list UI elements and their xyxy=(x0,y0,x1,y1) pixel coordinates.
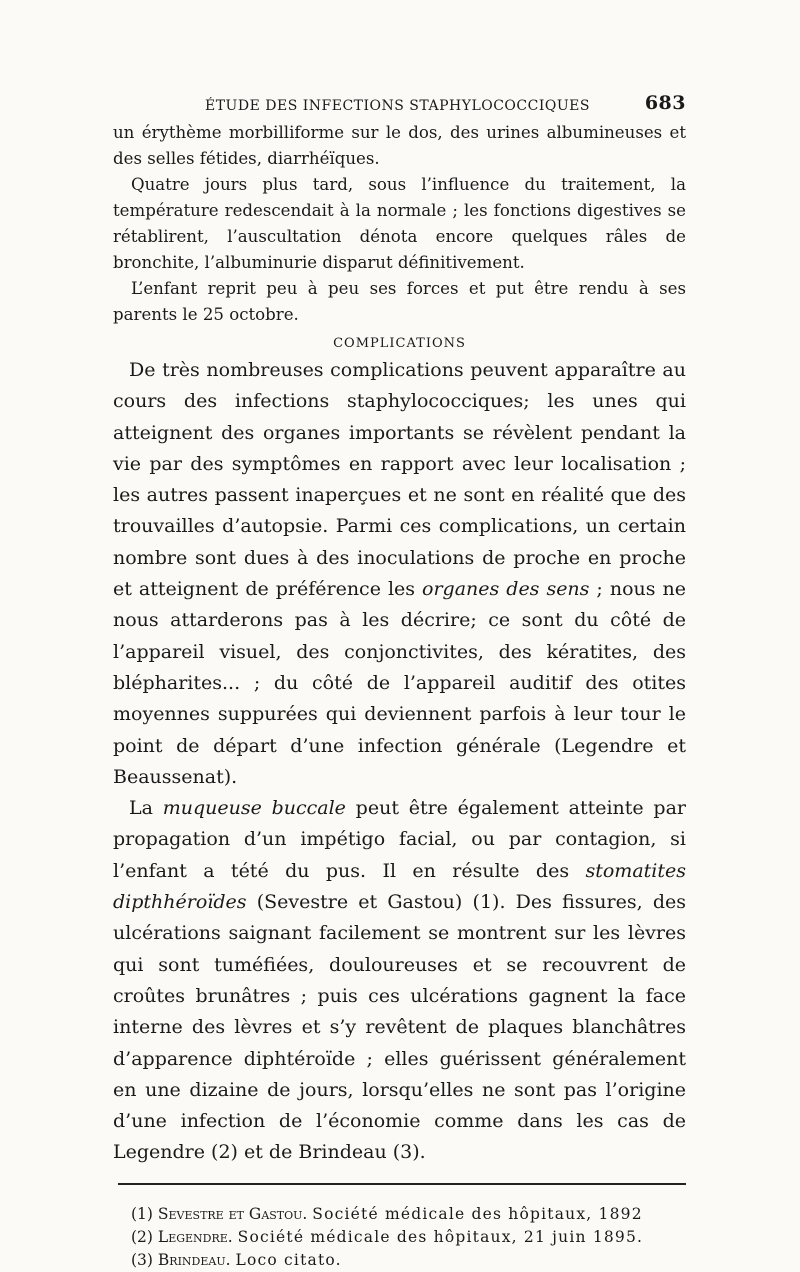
footnotes xyxy=(113,1203,686,1272)
text-run: (Sevestre et Gastou) (1). Des fissures, des ulcérations saignant facilement se montrent sur les lèvres qui sont tuméfiées, douloureuses et se recouvrent de croûtes brunâtres ; puis ces ulcérations gagnent la face interne des lèvres et s’y revêtent de plaques blanchâtres d’apparence diphtéroïde ; elles guérissent généralement en une dizaine de jours, lorsqu’elles ne sont pas l’origine d’une infection de l’économie comme dans les cas de Legendre (2) et de Brindeau (3). xyxy=(113,891,686,1164)
footnote-ref: Société médicale des hôpitaux, 21 juin 1895. xyxy=(237,1227,644,1246)
main-text xyxy=(113,355,686,1169)
italic-term: stomatites dipthhéroïdes xyxy=(113,859,686,914)
section-heading: COMPLICATIONS xyxy=(333,336,466,351)
running-title: ÉTUDE DES INFECTIONS STAPHYLOCOCCIQUES xyxy=(205,98,590,114)
footnote-number: (3) xyxy=(131,1250,153,1269)
footnote-author: Sevestre et Gastou. xyxy=(157,1204,308,1223)
paragraph xyxy=(113,355,686,793)
footnote-ref: Société médicale des hôpitaux, 1892 xyxy=(312,1204,643,1223)
text-run: La xyxy=(129,797,163,820)
paragraph xyxy=(113,793,686,1169)
paragraph: Quatre jours plus tard, sous l’influence du traitement, la température redescendait à la normale ; les fonctions digestives se rétablirent, l’auscultation dénota encore quelques râles de bronchite, l’albuminurie disparut définitivement. xyxy=(113,175,686,272)
footnote-author: Brindeau. xyxy=(157,1250,231,1269)
italic-term: muqueuse buccale xyxy=(162,797,346,820)
case-text xyxy=(113,120,686,328)
text-run: peut être également atteinte par propagation d’un impétigo facial, ou par contagion, si l’enfant a tété du pus. Il en résulte des xyxy=(113,797,686,882)
page-number: 683 xyxy=(644,92,686,114)
italic-term: organes des sens xyxy=(422,578,590,601)
footnote-ref: Loco citato. xyxy=(235,1250,342,1269)
paragraph: L’enfant reprit peu à peu ses forces et put être rendu à ses parents le 25 octobre. xyxy=(113,279,686,324)
book-page xyxy=(113,92,686,1272)
footnote-number: (1) xyxy=(131,1204,153,1223)
text-run: ; nous ne nous attarderons pas à les décrire; ce sont du côté de l’appareil visuel, des conjonctivites, des kératites, des blépharites... ; du côté de l’appareil auditif des otites moyennes suppurées qui deviennent parfois à leur tour le point de départ d’une infection générale (Legendre et Beaussenat). xyxy=(113,578,686,788)
footnote-number: (2) xyxy=(131,1227,153,1246)
text-run: De très nombreuses complications peuvent apparaître au cours des infections staphylococciques; les unes qui atteignent des organes importants se révèlent pendant la vie par des symptômes en rapport avec leur localisation ; les autres passent inaperçues et ne sont en réalité que des trouvailles d’autopsie. Parmi ces complications, un certain nombre sont dues à des inoculations de proche en proche et atteignent de préférence les xyxy=(113,359,686,601)
footnote xyxy=(131,1249,686,1272)
running-header xyxy=(113,92,686,120)
footnote-author: Legendre. xyxy=(157,1227,233,1246)
paragraph: un érythème morbilliforme sur le dos, des urines albumineuses et des selles fétides, diarrhéïques. xyxy=(113,123,686,168)
footnote xyxy=(131,1226,686,1249)
footnote-rule xyxy=(118,1183,686,1185)
footnote xyxy=(131,1203,686,1226)
